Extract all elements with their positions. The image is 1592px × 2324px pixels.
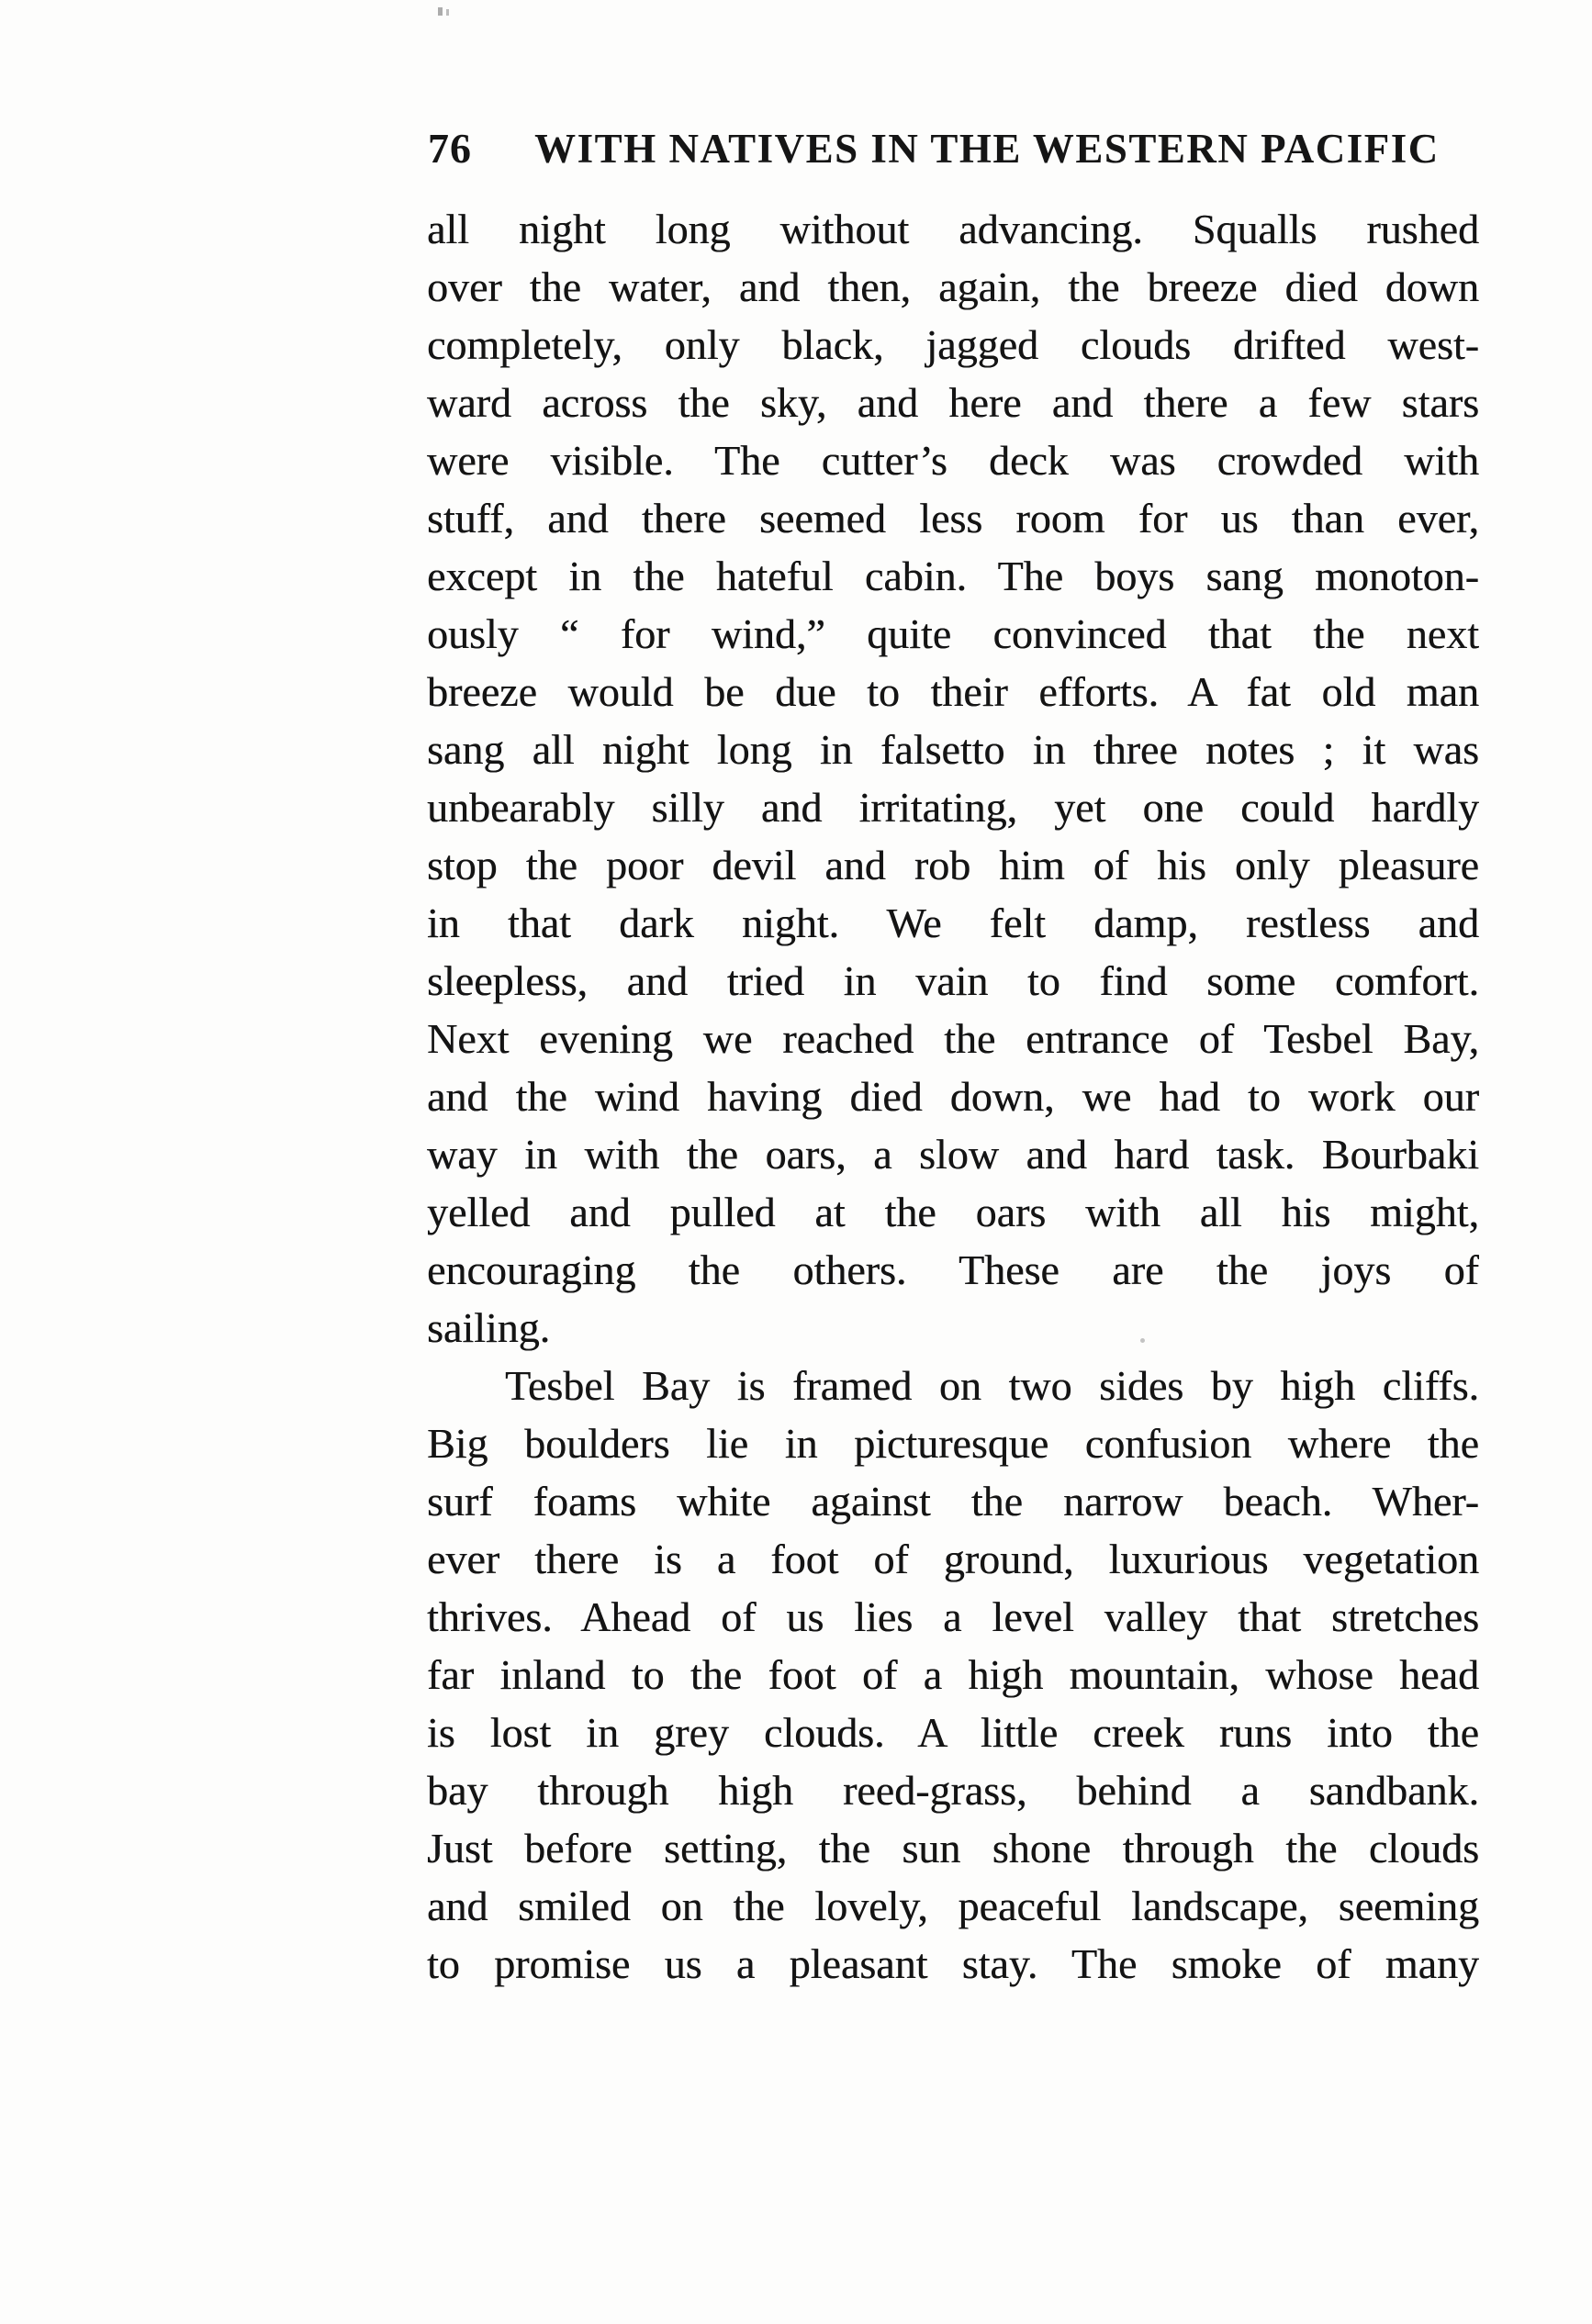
text-line: except in the hateful cabin. The boys sang monoton- (427, 553, 1479, 599)
body-text (427, 200, 1479, 1993)
text-line: all night long without advancing. Squalls rushed (427, 206, 1479, 252)
page-number: 76 (428, 125, 472, 172)
text-line: far inland to the foot of a high mountain, whose head (427, 1651, 1479, 1698)
print-dot-artifact (1140, 1338, 1145, 1343)
text-line: breeze would be due to their efforts. A fat old man (427, 668, 1479, 715)
text-line: yelled and pulled at the oars with all his might, (427, 1189, 1479, 1235)
running-title: WITH NATIVES IN THE WESTERN PACIFIC (534, 126, 1440, 172)
running-header (0, 127, 1592, 178)
text-line: way in with the oars, a slow and hard task. Bourbaki (427, 1131, 1479, 1178)
text-line: Big boulders lie in picturesque confusion where the (427, 1420, 1479, 1467)
text-line: over the water, and then, again, the breeze died down (427, 263, 1479, 310)
text-line: completely, only black, jagged clouds drifted west- (427, 321, 1479, 368)
text-line: bay through high reed-grass, behind a sandbank. (427, 1767, 1479, 1814)
text-line: stop the poor devil and rob him of his only pleasure (427, 842, 1479, 888)
text-line: Next evening we reached the entrance of Tesbel Bay, (427, 1015, 1479, 1062)
text-line: were visible. The cutter’s deck was crowded with (427, 437, 1479, 484)
text-line: Tesbel Bay is framed on two sides by high cliffs. (505, 1362, 1479, 1409)
text-line: ward across the sky, and here and there a few stars (427, 379, 1479, 426)
text-line: and smiled on the lovely, peaceful landscape, seeming (427, 1883, 1479, 1929)
text-line: Just before setting, the sun shone through the clouds (427, 1825, 1479, 1871)
text-line: is lost in grey clouds. A little creek runs into the (427, 1709, 1479, 1756)
text-line: ever there is a foot of ground, luxurious vegetation (427, 1536, 1479, 1582)
text-line: sleepless, and tried in vain to find some comfort. (427, 957, 1479, 1004)
text-line: ously “ for wind,” quite convinced that the next (427, 610, 1479, 657)
text-line: in that dark night. We felt damp, restless and (427, 899, 1479, 946)
text-line: surf foams white against the narrow beach. Wher- (427, 1478, 1479, 1525)
text-line: thrives. Ahead of us lies a level valley that stretches (427, 1593, 1479, 1640)
text-line: encouraging the others. These are the joys of (427, 1246, 1479, 1293)
text-line: stuff, and there seemed less room for us than ever, (427, 495, 1479, 542)
text-line: to promise us a pleasant stay. The smoke of many (427, 1940, 1479, 1987)
print-speck-artifact (438, 7, 443, 16)
text-line: unbearably silly and irritating, yet one could hardly (427, 784, 1479, 831)
text-line: sailing. (427, 1304, 551, 1351)
text-line: sang all night long in falsetto in three notes ; it was (427, 726, 1479, 773)
text-line: and the wind having died down, we had to work our (427, 1073, 1479, 1120)
